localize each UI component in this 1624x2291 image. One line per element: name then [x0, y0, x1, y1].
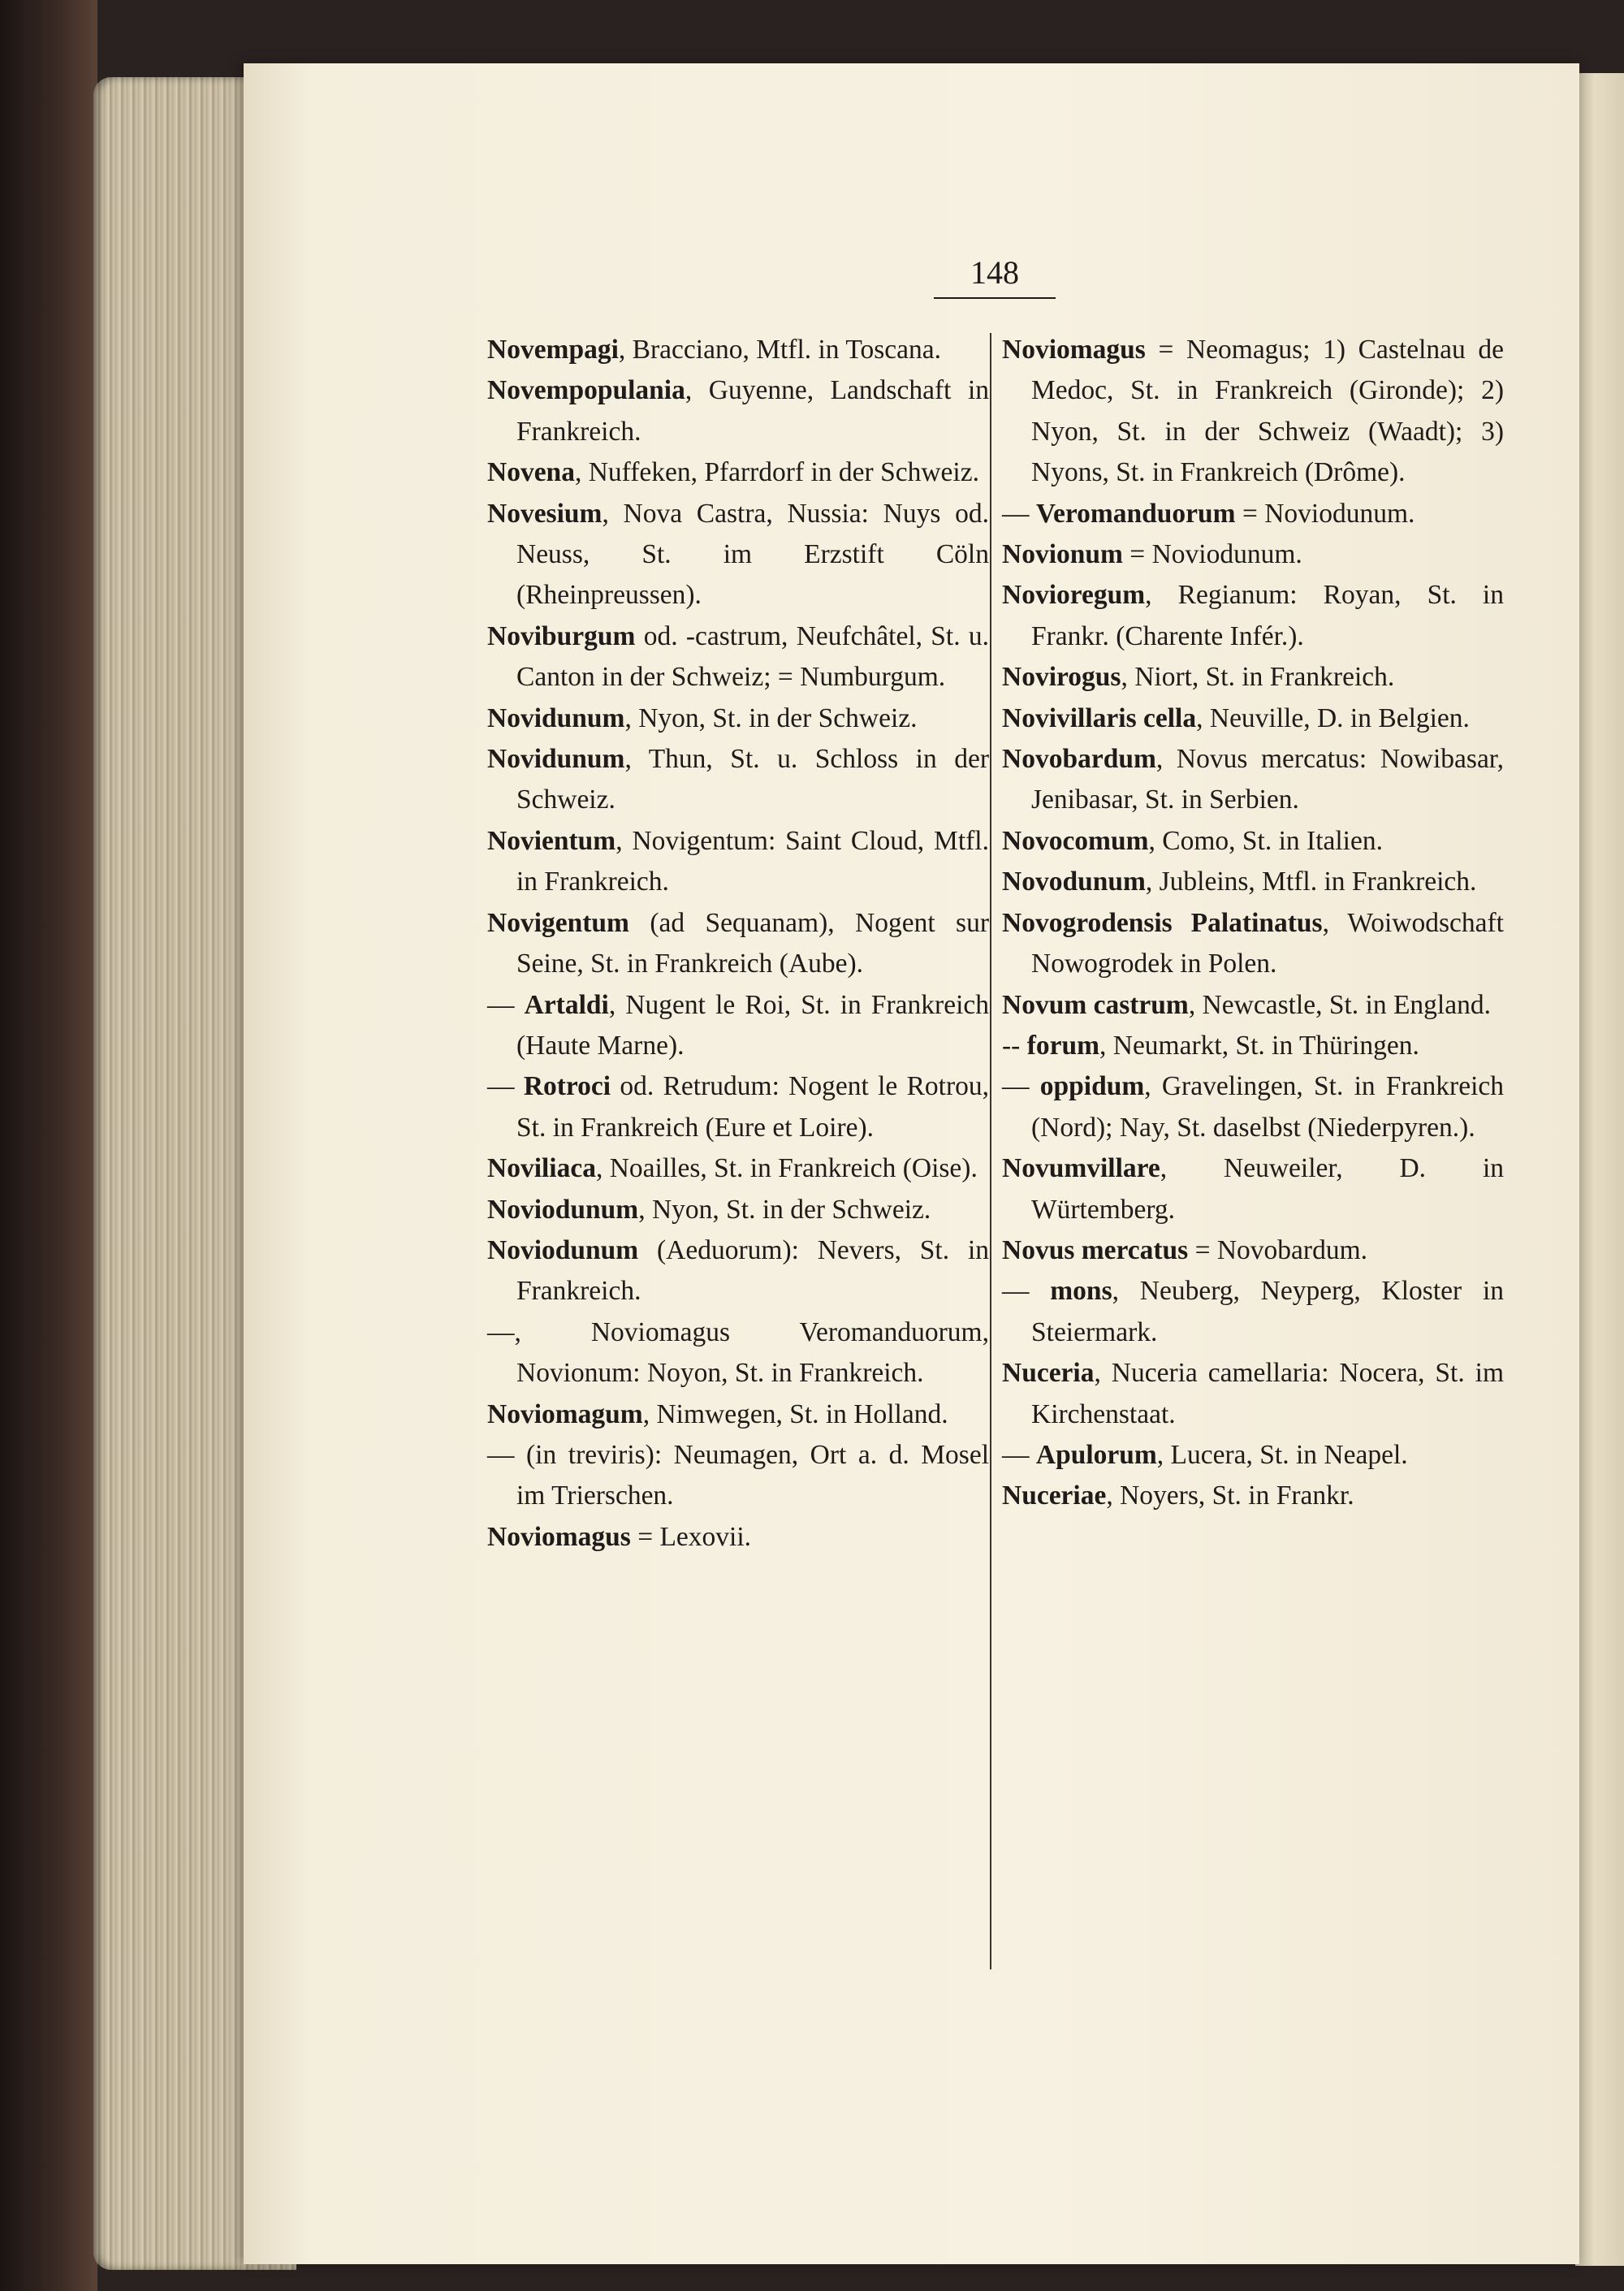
facing-page-edge — [1575, 73, 1624, 2266]
entry — [487, 1517, 989, 1558]
entry: — (in treviris): Neumagen, Ort a. d. Mosel im Trierschen. — [487, 1439, 990, 1511]
entry-text: = Novobardum. — [1188, 1234, 1368, 1265]
entry-text: , Novigentum: Saint Cloud, Mtfl. in Frankreich. — [516, 825, 989, 897]
entry-text: , Neuberg, Neyperg, Kloster in Steiermark. — [1031, 1276, 1504, 1347]
entry: — Apulorum, Lucera, St. in Neapel. — [1002, 1439, 1408, 1470]
entry — [1002, 903, 1504, 985]
entry: — mons, Neuberg, Neyperg, Kloster in Steiermark. — [1002, 1276, 1504, 1347]
entry: — Veromanduorum = Noviodunum. — [1002, 498, 1415, 529]
entry-text: = Noviodunum. — [1122, 539, 1302, 570]
headword: Rotroci — [523, 1071, 611, 1102]
entry-text: , Gravelingen, St. in Frankreich (Nord); Nay, St. daselbst (Niederpyren.). — [1031, 1071, 1504, 1143]
entry-text: , Nova Castra, Nussia: Nuys od. Neuss, St. im Erzstift Cöln (Rheinpreussen). — [516, 498, 989, 611]
entry-text: , Neuweiler, D. in Würtemberg. — [1031, 1153, 1504, 1225]
entry — [1002, 862, 1504, 902]
headword: Novum castrum — [1002, 989, 1189, 1020]
entry-text: (ad Sequanam), Nogent sur Seine, St. in Frankreich (Aube). — [516, 907, 989, 979]
left-column — [487, 330, 989, 1558]
entry — [487, 330, 989, 370]
entry-text: od. Retrudum: Nogent le Rotrou, St. in Frankreich (Eure et Loire). — [516, 1071, 990, 1143]
entry — [1002, 1353, 1504, 1435]
headword: Novigentum — [487, 907, 629, 938]
page-number: 148 — [970, 254, 1019, 291]
headword: Novogrodensis Palatinatus — [1002, 907, 1323, 938]
entry-text: , Nyon, St. in der Schweiz. — [624, 702, 918, 733]
entry-text: , Nuffeken, Pfarrdorf in der Schweiz. — [574, 457, 979, 488]
headword: Novocomum — [1002, 825, 1149, 856]
headword: Noviomagus — [1002, 335, 1146, 365]
entry-text: , Niort, St. in Frankreich. — [1121, 662, 1395, 693]
headword: Novidunum — [487, 702, 625, 733]
headword: forum — [1026, 1030, 1099, 1061]
entry: — Artaldi, Nugent le Roi, St. in Frankreich (Haute Marne). — [487, 989, 989, 1061]
page-number-rule — [934, 297, 1056, 299]
entry-text: , Como, St. in Italien. — [1148, 825, 1383, 856]
entry-text: , Novus mercatus: Nowibasar, Jenibasar, St. in Serbien. — [1031, 744, 1504, 815]
entry: -- forum, Neumarkt, St. in Thüringen. — [1002, 1030, 1419, 1061]
entry: — oppidum, Gravelingen, St. in Frankreich (Nord); Nay, St. daselbst (Niederpyren.). — [1002, 1071, 1504, 1143]
entry-text: , Nugent le Roi, St. in Frankreich (Haute Marne). — [516, 989, 989, 1061]
headword: Novionum — [1002, 539, 1123, 570]
entry-text: , Noyers, St. in Frankr. — [1106, 1481, 1354, 1511]
entry: — Rotroci od. Retrudum: Nogent le Rotrou, St. in Frankreich (Eure et Loire). — [487, 1071, 990, 1143]
entry-text: , Nimwegen, St. in Holland. — [642, 1398, 948, 1429]
entry — [487, 698, 989, 739]
entry-text: , Woiwodschaft Nowogrodek in Polen. — [1031, 907, 1504, 979]
headword: Noviomagus — [487, 1521, 631, 1552]
entry — [1002, 575, 1504, 657]
headword: Nuceria — [1002, 1358, 1095, 1389]
entry — [487, 903, 989, 985]
headword: Noviodunum — [487, 1194, 639, 1225]
headword: Novodunum — [1002, 867, 1146, 897]
entry — [1002, 985, 1504, 1026]
entry-text: , Bracciano, Mtfl. in Toscana. — [618, 335, 941, 365]
headword: Artaldi — [524, 989, 609, 1020]
headword: Novivillaris cella — [1002, 702, 1197, 733]
entry — [487, 821, 989, 903]
entry-text: , Nyon, St. in der Schweiz. — [638, 1194, 931, 1225]
headword: Apulorum — [1035, 1439, 1157, 1470]
headword: oppidum — [1039, 1071, 1145, 1102]
entry — [1002, 657, 1504, 698]
entry-text: , Nuceria camellaria: Nocera, St. im Kirchenstaat. — [1031, 1358, 1504, 1429]
right-column — [1002, 330, 1504, 1517]
headword: Novempagi — [487, 335, 619, 365]
column-divider — [990, 333, 991, 1969]
entry-text: , Newcastle, St. in England. — [1188, 989, 1491, 1020]
entry-text: = Lexovii. — [630, 1521, 752, 1552]
entry — [487, 452, 989, 493]
entry-text: (in treviris): Neumagen, Ort a. d. Mosel im Trierschen. — [516, 1439, 990, 1511]
entry-text: , Noviomagus Veromanduorum, Novionum: Noyon, St. in Frankreich. — [514, 1316, 989, 1389]
entry-text: , Noailles, St. in Frankreich (Oise). — [595, 1153, 978, 1184]
headword: Novena — [487, 457, 575, 488]
headword: Noviliaca — [487, 1153, 596, 1184]
headword: Nuceriae — [1002, 1481, 1107, 1511]
entry-text: , Guyenne, Landschaft in Frankreich. — [516, 375, 989, 447]
headword: Novumvillare — [1002, 1153, 1160, 1184]
headword: Noviburgum — [487, 620, 636, 651]
entry — [487, 1394, 989, 1435]
entry — [1002, 1230, 1504, 1271]
headword: Noviodunum — [487, 1234, 639, 1265]
headword: Novempopulania — [487, 375, 685, 406]
headword: Novirogus — [1002, 662, 1121, 693]
entry — [487, 370, 989, 452]
entry-text: , Thun, St. u. Schloss in der Schweiz. — [516, 744, 989, 815]
entry-text: , Jubleins, Mtfl. in Frankreich. — [1145, 867, 1477, 897]
entry — [487, 1230, 989, 1312]
headword: Novesium — [487, 498, 603, 529]
headword: Novientum — [487, 825, 616, 856]
entry: —, Noviomagus Veromanduorum, Novionum: Noyon, St. in Frankreich. — [487, 1316, 989, 1389]
entry-text: , Regianum: Royan, St. in Frankr. (Charente Infér.). — [1031, 580, 1504, 651]
headword: Veromanduorum — [1035, 498, 1236, 529]
headword: Noviomagum — [487, 1398, 643, 1429]
headword: Novioregum — [1002, 580, 1146, 611]
entry-text: , Neumarkt, St. in Thüringen. — [1099, 1030, 1419, 1061]
entry — [1002, 534, 1504, 575]
entry — [1002, 1476, 1504, 1516]
headword: Novus mercatus — [1002, 1234, 1189, 1265]
entry-text: , Lucera, St. in Neapel. — [1156, 1439, 1408, 1470]
entry — [487, 616, 989, 698]
entry — [487, 1148, 989, 1189]
entry — [1002, 739, 1504, 821]
entry-text: = Neomagus; 1) Castelnau de Medoc, St. in Frankreich (Gironde); 2) Nyon, St. in der Schweiz (Waadt); 3) Nyons, St. in Frankreich (Drôme). — [1031, 335, 1504, 488]
entry-text: od. -castrum, Neufchâtel, St. u. Canton in der Schweiz; = Numburgum. — [516, 620, 989, 693]
headword: mons — [1050, 1276, 1112, 1307]
headword: Novidunum — [487, 744, 625, 775]
headword: Novobardum — [1002, 744, 1156, 775]
book-spine — [0, 0, 97, 2291]
entry — [1002, 821, 1504, 862]
entry — [487, 1190, 989, 1230]
entry — [1002, 330, 1504, 494]
entry — [1002, 698, 1504, 739]
entry-text: = Noviodunum. — [1235, 498, 1415, 529]
entry-text: , Neuville, D. in Belgien. — [1196, 702, 1470, 733]
entry — [487, 739, 989, 821]
entry-text: (Aeduorum): Nevers, St. in Frankreich. — [516, 1234, 989, 1307]
entry — [487, 494, 989, 616]
entry — [1002, 1148, 1504, 1230]
